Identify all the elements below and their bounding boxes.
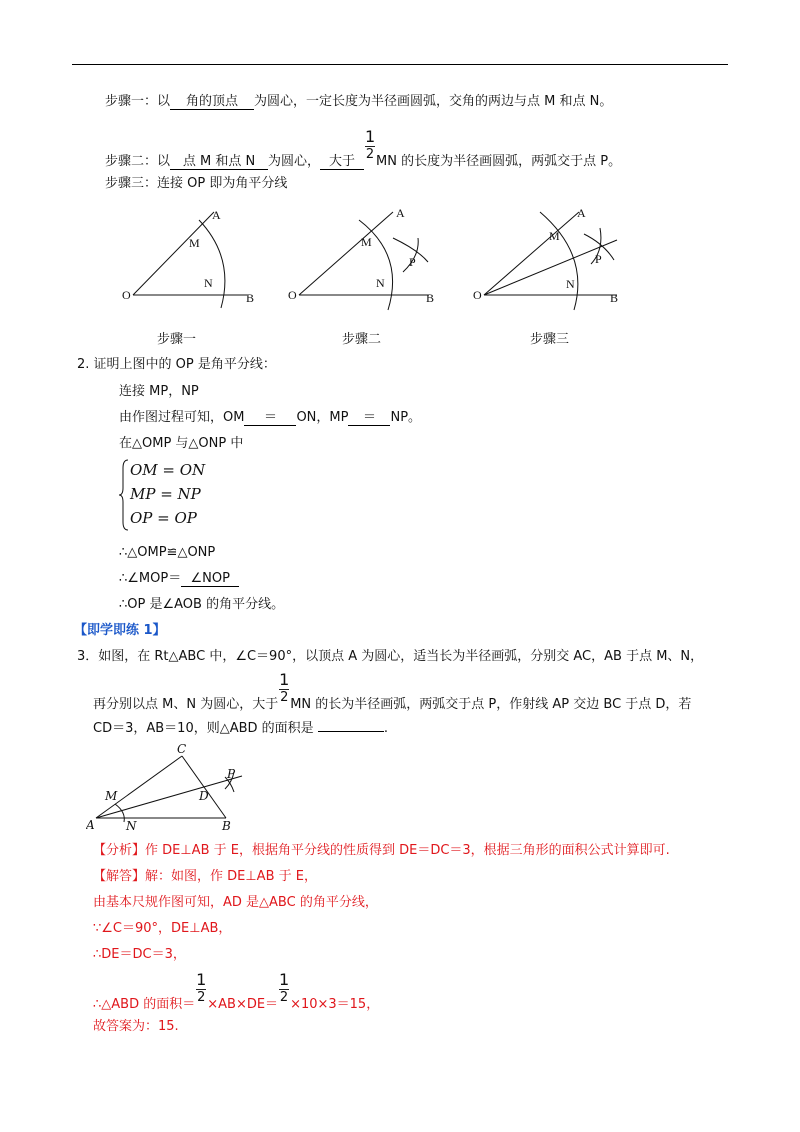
fig2-label-b: B: [426, 291, 435, 305]
triangle-figure: [86, 742, 256, 834]
left-brace: [118, 458, 130, 532]
figure-caption-3: 步骤三: [530, 332, 570, 347]
fig3-label-a: A: [577, 206, 586, 220]
q3-line-3-text: CD＝3，AB＝10，则△ABD 的面积是: [93, 721, 314, 736]
fig3-label-m: M: [549, 229, 560, 243]
q2-line-2-a: 由作图过程可知，OM: [119, 410, 245, 425]
fraction-denominator: 2: [197, 990, 206, 1005]
fig1-label-n: N: [204, 276, 213, 290]
step-one-prefix: 步骤一：以: [105, 94, 171, 109]
fig3-ray-op: [484, 240, 617, 295]
tri-label-m: M: [105, 789, 118, 803]
step-one-blank: 角的顶点: [170, 94, 254, 110]
tri-label-p: P: [227, 767, 236, 781]
step-two-blank-2: 大于: [320, 154, 364, 170]
q2-line-2: [119, 409, 421, 427]
figure-caption-2: 步骤二: [342, 332, 382, 347]
q3-line-3-end: .: [383, 721, 388, 736]
solution-answer-5-c: ×10×3＝15，: [290, 997, 380, 1012]
solution-fraction-2: [278, 970, 290, 1008]
step-two-fraction: [364, 127, 376, 165]
arc-mn: [115, 804, 124, 822]
q3-line-2-b: MN 的长为半径画弧，两弧交于点 P，作射线 AP 交边 BC 于点 D，若: [290, 697, 692, 712]
fraction-numerator: 1: [279, 670, 290, 689]
fraction-numerator: 1: [278, 970, 290, 989]
fig3-label-o: O: [473, 288, 482, 302]
fig2-arc: [359, 220, 393, 310]
fig3-label-b: B: [610, 291, 619, 305]
q2-blank-2: ＝: [348, 410, 390, 426]
fig2-label-p: P: [409, 255, 416, 269]
q3-answer-blank: [318, 731, 384, 732]
equation-om-on: OM = ON: [130, 461, 206, 479]
header-rule: [72, 64, 728, 65]
equation-op-op: OP = OP: [130, 509, 197, 527]
ray-ap: [96, 776, 242, 818]
step-two: [105, 127, 622, 171]
solution-fraction-1: [195, 970, 207, 1008]
q3-line-2-a: 再分别以点 M、N 为圆心，大于: [93, 697, 279, 712]
q3-line-2: [93, 670, 692, 714]
tri-label-b: B: [222, 819, 231, 833]
tri-label-c: C: [177, 742, 187, 756]
fraction-denominator: 2: [365, 147, 375, 162]
tri-label-a: A: [86, 818, 95, 832]
q3-fraction: [278, 670, 290, 708]
step-one: [105, 93, 612, 111]
fig2-label-n: N: [376, 276, 385, 290]
q2-line-2-c: ON，MP: [296, 410, 349, 425]
fig2-label-a: A: [396, 206, 405, 220]
practice-header: 【即学即练 1】: [74, 623, 166, 638]
solution-answer-1: 【解答】解：如图，作 DE⊥AB 于 E，: [93, 869, 317, 884]
step-two-prefix: 步骤二：以: [105, 154, 171, 169]
step-three: 步骤三：连接 OP 即为角平分线: [105, 176, 288, 191]
solution-answer-6: 故答案为：15.: [93, 1019, 179, 1034]
fig1-label-b: B: [246, 291, 255, 305]
solution-analysis: 【分析】作 DE⊥AB 于 E，根据角平分线的性质得到 DE＝DC＝3，根据三角形的面积公式计算即可.: [93, 843, 670, 858]
solution-answer-4: ∴DE＝DC＝3，: [93, 947, 186, 962]
q3-line-3: [93, 720, 388, 738]
q2-conclusion-3: ∴OP 是∠AOB 的角平分线。: [119, 597, 285, 612]
fig3-label-n: N: [566, 277, 575, 291]
equation-system: [118, 458, 218, 532]
tri-label-d: D: [199, 789, 209, 803]
fig1-label-m: M: [189, 236, 200, 250]
solution-answer-5-b: ×AB×DE＝: [207, 997, 279, 1012]
tri-label-n: N: [126, 819, 137, 833]
fig2-label-m: M: [361, 235, 372, 249]
solution-answer-5: [93, 970, 380, 1014]
step-two-suffix: MN 的长度为半径画圆弧，两弧交于点 P。: [376, 154, 622, 169]
q2-blank-1: ＝: [244, 410, 296, 426]
fig1-label-a: A: [212, 208, 221, 222]
fig1-label-o: O: [122, 288, 131, 302]
fig1-ray-oa: [133, 212, 214, 295]
fig3-ray-oa: [484, 212, 579, 295]
fraction-numerator: 1: [364, 127, 376, 146]
step-one-suffix: 为圆心，一定长度为半径画圆弧，交角的两边与点 M 和点 N。: [254, 94, 613, 109]
q2-line-3: 在△OMP 与△ONP 中: [119, 436, 244, 451]
q2-conclusion-2: [119, 570, 239, 588]
q2-title: 2. 证明上图中的 OP 是角平分线：: [77, 357, 276, 372]
q2-line-1: 连接 MP，NP: [119, 384, 199, 399]
q2-line-2-d: NP。: [390, 410, 422, 425]
solution-answer-2: 由基本尺规作图可知，AD 是△ABC 的角平分线，: [93, 895, 378, 910]
q2-blank-angle: ∠NOP: [181, 571, 239, 587]
fraction-numerator: 1: [196, 970, 207, 989]
solution-answer-3: ∵∠C＝90°，DE⊥AB，: [93, 921, 232, 936]
step-two-blank-1: 点 M 和点 N: [170, 154, 268, 170]
step-two-middle: 为圆心，: [268, 154, 321, 169]
q2-conclusion-2-a: ∴∠MOP＝: [119, 571, 182, 586]
fig2-label-o: O: [288, 288, 297, 302]
side-ac: [96, 756, 182, 818]
construction-figures: [0, 200, 800, 340]
solution-answer-5-a: ∴△ABD 的面积＝: [93, 997, 196, 1012]
equation-mp-np: MP = NP: [130, 485, 201, 503]
fig3-label-p: P: [595, 252, 602, 266]
q2-conclusion-1: ∴△OMP≌△ONP: [119, 545, 216, 560]
figure-caption-1: 步骤一: [157, 332, 197, 347]
q3-line-1: 3．如图，在 Rt△ABC 中，∠C＝90°，以顶点 A 为圆心，适当长为半径画弧，分别交 AC，AB 于点 M、N，: [77, 649, 704, 664]
fraction-denominator: 2: [279, 990, 289, 1005]
fraction-denominator: 2: [280, 690, 289, 705]
